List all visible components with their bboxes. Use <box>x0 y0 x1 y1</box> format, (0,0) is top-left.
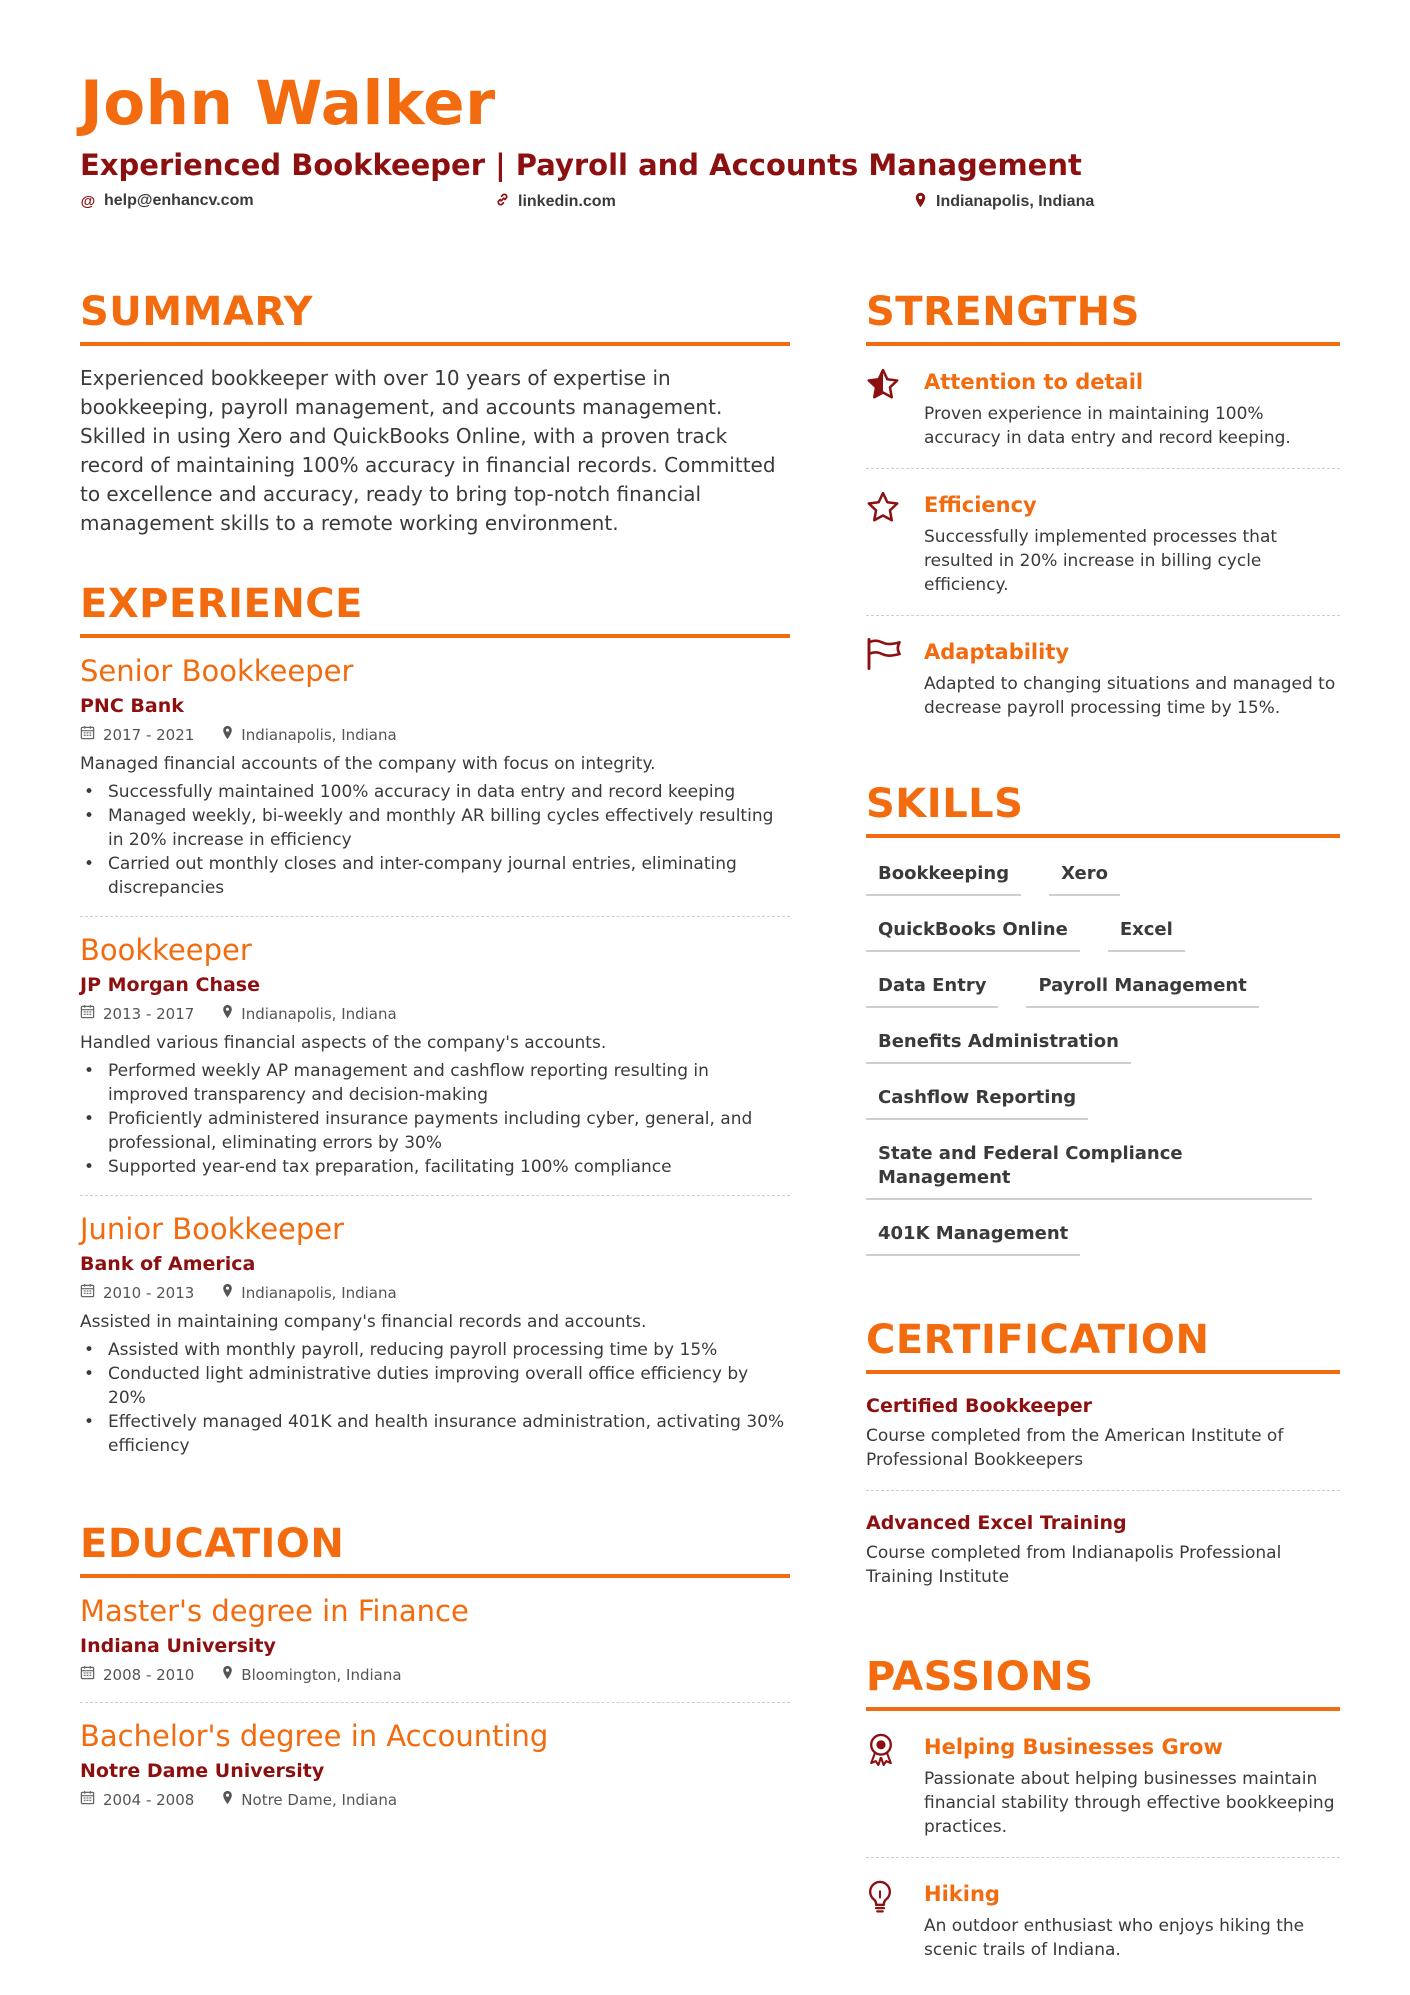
passion-item <box>866 1858 1340 1980</box>
link-icon <box>494 192 510 211</box>
email-text: help@enhancv.com <box>104 192 254 209</box>
job-dates: 2010 - 2013 <box>103 1284 195 1302</box>
strengths-title: STRENGTHS <box>866 286 1340 346</box>
job-bullet: • Supported year-end tax preparation, facilitating 100% compliance <box>80 1155 790 1179</box>
degree-title: Master's degree in Finance <box>80 1594 469 1628</box>
passion-item <box>866 1711 1340 1858</box>
job-bullet: • Proficiently administered insurance payments including cyber, general, and professional, eliminating errors by 30% <box>80 1107 790 1155</box>
contact-bar <box>80 192 1340 216</box>
contact-location <box>912 192 1094 212</box>
summary-text: Experienced bookkeeper with over 10 years of expertise in bookkeeping, payroll management, and accounts management. Skilled in using Xero and QuickBooks Online, with a proven track record of maintaining 100% accuracy in financial records. Committed to excellence and accuracy, ready to bring top-notch financial management skills to a remote working environment. <box>80 366 776 535</box>
strength-title: Attention to detail <box>924 370 1144 394</box>
skill-tag: Data Entry <box>866 966 998 1008</box>
location-text: Indianapolis, Indiana <box>936 193 1095 210</box>
strength-item <box>866 616 1340 738</box>
calendar-icon <box>80 1282 95 1304</box>
job-meta <box>80 1282 790 1304</box>
passions-section <box>866 1651 1340 1980</box>
passion-description: Passionate about helping businesses maintain financial stability through effective bookkeeping practices. <box>924 1769 1335 1837</box>
job-company: JP Morgan Chase <box>80 974 260 996</box>
job-company: Bank of America <box>80 1253 256 1275</box>
candidate-name: John Walker <box>80 68 496 139</box>
left-column <box>80 286 790 1827</box>
award-icon <box>866 1733 924 1839</box>
education-entry <box>80 1703 790 1827</box>
strengths-section <box>866 286 1340 738</box>
map-pin-icon <box>222 1003 233 1025</box>
job-bullet: • Effectively managed 401K and health insurance administration, activating 30% efficiency <box>80 1410 790 1458</box>
education-dates: 2004 - 2008 <box>103 1791 195 1809</box>
job-bullets <box>80 1059 790 1179</box>
strength-description: Successfully implemented processes that resulted in 20% increase in billing cycle efficiency. <box>924 527 1278 595</box>
job-description: Managed financial accounts of the company with focus on integrity. <box>80 754 656 774</box>
certification-item <box>866 1491 1340 1607</box>
certification-title: CERTIFICATION <box>866 1314 1340 1374</box>
calendar-icon <box>80 1664 95 1686</box>
passion-title: Helping Businesses Grow <box>924 1735 1223 1759</box>
certification-name: Advanced Excel Training <box>866 1512 1127 1534</box>
job-title: Junior Bookkeeper <box>80 1212 345 1246</box>
job-bullet: • Managed weekly, bi-weekly and monthly AR billing cycles effectively resulting in 20% increase in efficiency <box>80 804 790 852</box>
skill-tag: QuickBooks Online <box>866 910 1080 952</box>
calendar-icon <box>80 724 95 746</box>
education-meta <box>80 1664 790 1686</box>
education-section <box>80 1518 790 1827</box>
star-half-icon <box>866 368 924 450</box>
strength-description: Proven experience in maintaining 100% accuracy in data entry and record keeping. <box>924 404 1291 448</box>
map-pin-icon <box>912 192 928 212</box>
flag-icon <box>866 638 924 720</box>
job-location: Indianapolis, Indiana <box>241 1005 397 1023</box>
job-entry <box>80 1196 790 1474</box>
education-title: EDUCATION <box>80 1518 790 1578</box>
skill-tag: Payroll Management <box>1026 966 1258 1008</box>
job-meta <box>80 724 790 746</box>
job-entry <box>80 917 790 1196</box>
strength-description: Adapted to changing situations and managed to decrease payroll processing time by 15%. <box>924 674 1336 718</box>
experience-section <box>80 578 790 1474</box>
calendar-icon <box>80 1003 95 1025</box>
certification-name: Certified Bookkeeper <box>866 1395 1092 1417</box>
education-location: Bloomington, Indiana <box>241 1666 402 1684</box>
school-name: Notre Dame University <box>80 1760 325 1782</box>
map-pin-icon <box>222 1789 233 1811</box>
map-pin-icon <box>222 724 233 746</box>
strength-item <box>866 346 1340 469</box>
job-title: Senior Bookkeeper <box>80 654 354 688</box>
right-column <box>866 286 1340 1980</box>
summary-section <box>80 286 790 538</box>
certification-item <box>866 1374 1340 1491</box>
certification-description: Course completed from Indianapolis Professional Training Institute <box>866 1543 1282 1587</box>
degree-title: Bachelor's degree in Accounting <box>80 1719 549 1753</box>
job-description: Handled various financial aspects of the company's accounts. <box>80 1033 607 1053</box>
school-name: Indiana University <box>80 1635 276 1657</box>
lightbulb-icon <box>866 1880 924 1962</box>
job-bullets <box>80 1338 790 1458</box>
job-bullet: • Successfully maintained 100% accuracy in data entry and record keeping <box>80 780 790 804</box>
job-title: Bookkeeper <box>80 933 252 967</box>
job-company: PNC Bank <box>80 695 184 717</box>
experience-title: EXPERIENCE <box>80 578 790 638</box>
skills-title: SKILLS <box>866 778 1340 838</box>
at-icon: @ <box>80 192 96 210</box>
job-entry <box>80 638 790 917</box>
skills-list <box>866 854 1340 1270</box>
contact-email[interactable] <box>80 192 254 210</box>
education-dates: 2008 - 2010 <box>103 1666 195 1684</box>
map-pin-icon <box>222 1282 233 1304</box>
passion-title: Hiking <box>924 1882 1000 1906</box>
passions-title: PASSIONS <box>866 1651 1340 1711</box>
job-bullet: • Assisted with monthly payroll, reducing payroll processing time by 15% <box>80 1338 790 1362</box>
job-bullets <box>80 780 790 900</box>
resume-header <box>80 66 1340 216</box>
education-meta <box>80 1789 790 1811</box>
job-location: Indianapolis, Indiana <box>241 726 397 744</box>
job-description: Assisted in maintaining company's financial records and accounts. <box>80 1312 647 1332</box>
certification-section <box>866 1314 1340 1607</box>
education-location: Notre Dame, Indiana <box>241 1791 398 1809</box>
skill-tag: Excel <box>1108 910 1185 952</box>
contact-linkedin[interactable] <box>494 192 616 211</box>
job-bullet: • Carried out monthly closes and inter-company journal entries, eliminating discrepancies <box>80 852 790 900</box>
passion-description: An outdoor enthusiast who enjoys hiking the scenic trails of Indiana. <box>924 1916 1305 1960</box>
skill-tag: Cashflow Reporting <box>866 1078 1088 1120</box>
skill-tag: State and Federal Compliance Management <box>866 1134 1312 1200</box>
linkedin-text: linkedin.com <box>518 192 616 210</box>
skill-tag: Bookkeeping <box>866 854 1021 896</box>
job-location: Indianapolis, Indiana <box>241 1284 397 1302</box>
skill-tag: 401K Management <box>866 1214 1080 1256</box>
strength-title: Adaptability <box>924 640 1070 664</box>
skill-tag: Benefits Administration <box>866 1022 1131 1064</box>
candidate-headline: Experienced Bookkeeper | Payroll and Accounts Management <box>80 148 1082 182</box>
job-bullet: • Performed weekly AP management and cashflow reporting resulting in improved transparency and decision-making <box>80 1059 790 1107</box>
job-dates: 2017 - 2021 <box>103 726 195 744</box>
skills-section <box>866 778 1340 1270</box>
education-entry <box>80 1578 790 1703</box>
star-outline-icon <box>866 491 924 597</box>
map-pin-icon <box>222 1664 233 1686</box>
strength-item <box>866 469 1340 616</box>
certification-description: Course completed from the American Institute of Professional Bookkeepers <box>866 1426 1284 1470</box>
job-dates: 2013 - 2017 <box>103 1005 195 1023</box>
skill-tag: Xero <box>1049 854 1120 896</box>
strength-title: Efficiency <box>924 493 1037 517</box>
calendar-icon <box>80 1789 95 1811</box>
job-bullet: • Conducted light administrative duties improving overall office efficiency by 20% <box>80 1362 790 1410</box>
summary-title: SUMMARY <box>80 286 790 346</box>
job-meta <box>80 1003 790 1025</box>
